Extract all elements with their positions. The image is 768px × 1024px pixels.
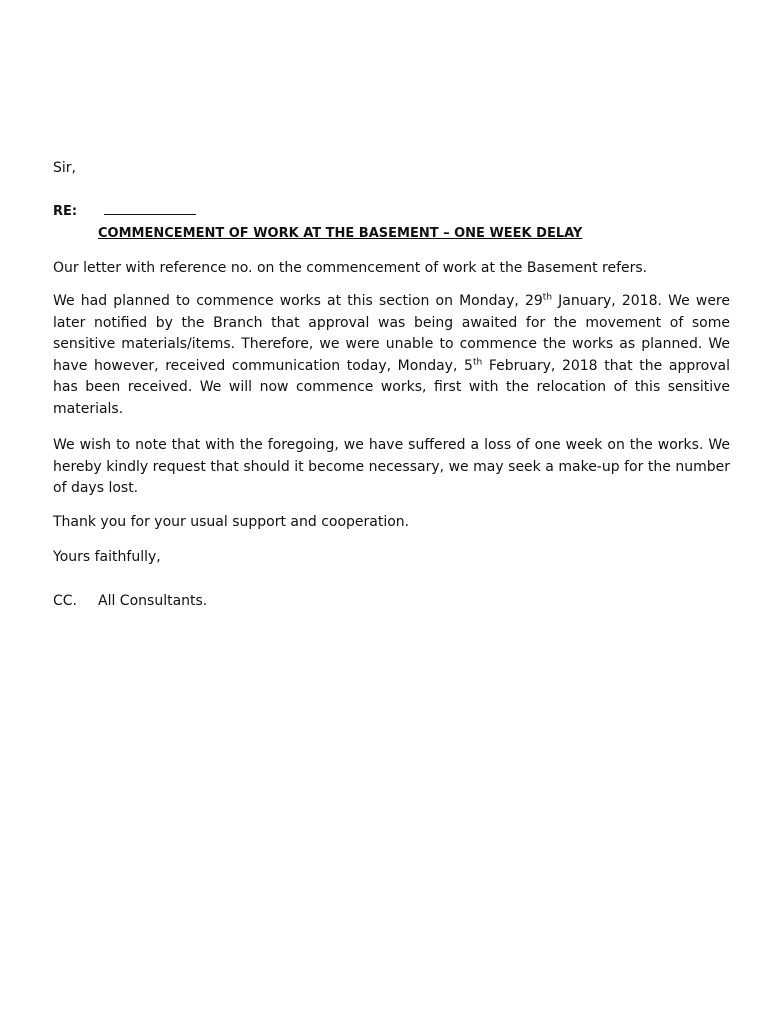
cc-line	[53, 591, 207, 612]
cc-label: CC.	[53, 593, 78, 609]
re-line	[53, 201, 730, 222]
ordinal-suffix: th	[472, 357, 483, 368]
paragraph-schedule-part-1: We had planned to commence works at this section on Monday, 29	[53, 293, 543, 309]
paragraph-schedule	[53, 291, 730, 421]
cc-recipients: All Consultants.	[98, 593, 208, 609]
paragraph-delay-request: We wish to note that with the foregoing, we have suffered a loss of one week on the works. We hereby kindly request that should it become necessary, we may seek a make-up for the number of days lost.	[53, 437, 730, 497]
reference-blank-line	[104, 214, 196, 215]
paragraph-schedule-part-2: January, 2018. We were later notified by the Branch that approval was being awaited for the movement of some sensitive materials/items. Therefore, we were unable to commence the works as planned. We have however, received communication today, Monday, 5	[53, 293, 730, 374]
subject-heading: COMMENCEMENT OF WORK AT THE BASEMENT – ONE WEEK DELAY	[98, 226, 583, 241]
paragraph-schedule-part-3: February, 2018 that the approval has been received. We will now commence works, first with the relocation of this sensitive materials.	[53, 357, 730, 417]
letter-page	[53, 0, 730, 1024]
paragraph-thanks: Thank you for your usual support and cooperation.	[53, 514, 410, 530]
ordinal-suffix: th	[542, 292, 553, 303]
paragraph-reference: Our letter with reference no. on the commencement of work at the Basement refers.	[53, 260, 648, 276]
closing: Yours faithfully,	[53, 549, 161, 565]
re-label: RE:	[53, 204, 78, 219]
salutation: Sir,	[53, 160, 76, 176]
